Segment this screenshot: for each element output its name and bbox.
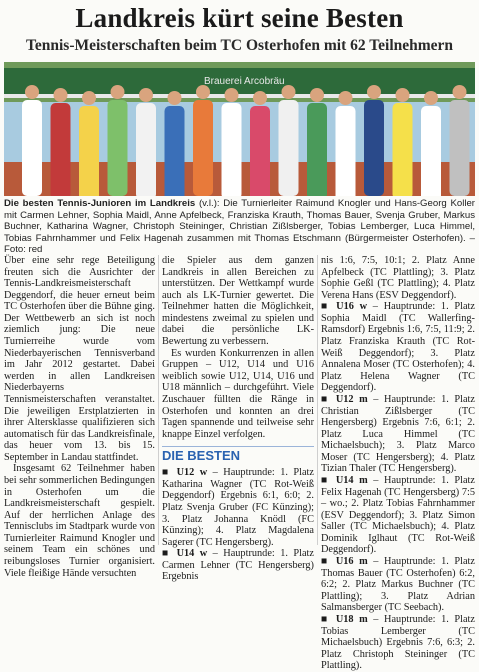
article-paragraph: die Spieler aus dem ganzen Landkreis in allen Bereichen zu unterstützen. Der Wettkampf wurde auch als LK-Turnier gewertet. Die Teilnehmer hatten die Möglichkeit, mindestens zweimal zu spielen und dabei die persönliche LK-Bewertung zu verbessern. [162,255,314,348]
result-entry: nis 1:6, 7:5, 10:1; 2. Platz Anne Apfelbeck (TC Plattling); 3. Platz Sophie Geßl (TC Plattling); 4. Platz Verena Hans (ESV Deggendorf). [321,255,475,301]
person-body [222,103,242,196]
article-column-1 [4,255,155,579]
photo-caption [4,198,475,256]
result-entry: ■ U18 m – Hauptrunde: 1. Platz Tobias Lemberger (TC Michaelsbuch) Ergebnis 7:6, 6:3; 2. Platz Christoph Steininger (TC Plattling). [321,613,475,672]
person-head [54,88,68,102]
person-head [196,85,210,99]
caption-lead: Die besten Tennis-Junioren im Landkreis [4,198,196,209]
person-body [108,100,128,196]
caption-credit: – Foto: red [4,232,475,256]
person-body [250,106,270,196]
result-entry: ■ U16 m – Hauptrunde: 1. Platz Thomas Bauer (TC Osterhofen) 6:2, 6:2; 2. Platz Markus Buchner (TC Plattling); 3. Platz Adrian Salmansberger (TC Seebach). [321,556,475,614]
results-box-title: DIE BESTEN [162,446,314,465]
person-head [253,91,267,105]
person-body [22,100,42,196]
result-entry: ■ U14 m – Hauptrunde: 1. Platz Felix Hagenah (TC Hengersberg) 7:5 – wo.; 2. Platz Tobias Fahrnhammer (ESV Deggendorf); 3. Platz Simon Saller (TC Michaelsbuch); 4. Platz Dominik Iglhaut (TC Rot-Weiß Deggendorf). [321,474,475,556]
person-head [424,91,438,105]
person-head [339,91,353,105]
person-head [367,85,381,99]
person-head [168,91,182,105]
person-body [336,106,356,196]
team-photo [4,62,475,196]
person-body [279,100,299,196]
result-entry: ■ U12 w – Hauptrunde: 1. Platz Katharina Wagner (TC Rot-Weiß Deggendorf) Ergebnis 6:1, 6:0; 2. Platz Svenja Gruber (FC Künzing); 3. Platz Johanna Knödl (FC Künzing); 4. Platz Magdalena Sagerer (TC Hengersberg). [162,467,314,548]
person-body [165,106,185,196]
article-column-2 [162,255,314,583]
caption-text: (v.l.): Die Turnierleiter Raimund Knogler und Hans-Georg Koller mit Carmen Lehner, Sophia Maidl, Anne Apfelbeck, Franziska Krauth, Thomas Bauer, Svenja Gruber, Markus Buchner, Katharina Wagner, Christoph Steininger, Christian Zißlsberger, Tobias Lemberger, Luca Himmel, Tobias Fahrnhammer und Felix Hagenah zusammen mit Thomas Etschmann (Bürgermeister Osterhofen). [4,198,475,244]
column-divider [317,255,318,545]
result-entry: ■ U12 m – Hauptrunde: 1. Platz Christian Zißlsberger (TC Hengersberg) Ergebnis 7:6, 6:1; 2. Platz Luca Himmel (TC Michaelsbuch); 3. Platz Marco Moser (TC Hengersberg); 4. Platz Tizian Thaler (TC Hengersberg). [321,393,475,475]
person-head [282,85,296,99]
person-body [136,103,156,196]
person-head [310,88,324,102]
article-paragraph: Über eine sehr rege Beteiligung freuten sich die Ausrichter der Tennis-Landkreismeisterschaft Deggendorf, die heuer erneut beim TC Osterhofen über die Bühne ging. Der Wettbewerb an sich ist noch ziemlich jung: Die neue Turnierreihe wurde vom Niederbayerischen Tennisverband im Jahr 2012 gestartet. Dabei werden in allen Landkreisen Niederbayerns Tennismeisterschaften veranstaltet. Die jeweiligen Erstplatzierten in ihrer Altersklasse qualifizieren sich automatisch für das Landkreisfinale, das heuer vom 13. bis 15. September in Landau stattfindet. [4,255,155,463]
person-body [364,100,384,196]
person-body [421,106,441,196]
person-head [139,88,153,102]
banner-text: Brauerei Arcobräu [204,76,285,87]
person-body [79,106,99,196]
article-paragraph: Insgesamt 62 Teilnehmer haben bei sehr sommerlichen Bedingungen in Osterhofen um die Landkreismeisterschaft gespielt. Auf der herrlichen Anlage des Tennisclubs im Stadtpark wurde von Turnierleiter Raimund Knogler und seinem Team ein schönes und reibungsloses Turnier organisiert. Viele fleißige Hände versuchten [4,463,155,579]
person-head [111,85,125,99]
person-head [225,88,239,102]
result-entry: ■ U16 w – Hauptrunde: 1. Platz Sophia Maidl (TC Wallerfing-Ramsdorf) Ergebnis 1:6, 7:5, 11:9; 2. Platz Franziska Krauth (TC Rot-Weiß Deggendorf); 3. Platz Annalena Moser (TC Osterhofen); 4. Platz Helena Wagner (TC Deggendorf). [321,301,475,394]
person-body [193,100,213,196]
person-body [307,103,327,196]
person-head [396,88,410,102]
article-column-3 [321,255,475,672]
headline: Landkreis kürt seine Besten [75,3,404,33]
column-divider [158,255,159,545]
person-body [51,103,71,196]
article-paragraph: Es wurden Konkurrenzen in allen Gruppen – U12, U14 und U16 weiblich sowie U12, U14, U16 und U18 männlich – durchgeführt. Viele Zuschauer füllten die Ränge in Osterhofen und konnten an drei Tagen spannende und teilweise sehr knappe Einzel verfolgen. [162,347,314,440]
person-head [453,85,467,99]
person-body [450,100,470,196]
person-head [25,85,39,99]
subheadline: Tennis-Meisterschaften beim TC Osterhofen mit 62 Teilnehmern [25,37,454,54]
person-head [82,91,96,105]
result-entry: ■ U14 w – Hauptrunde: 1. Platz Carmen Lehner (TC Hengersberg) Ergebnis [162,548,314,583]
person-body [393,103,413,196]
